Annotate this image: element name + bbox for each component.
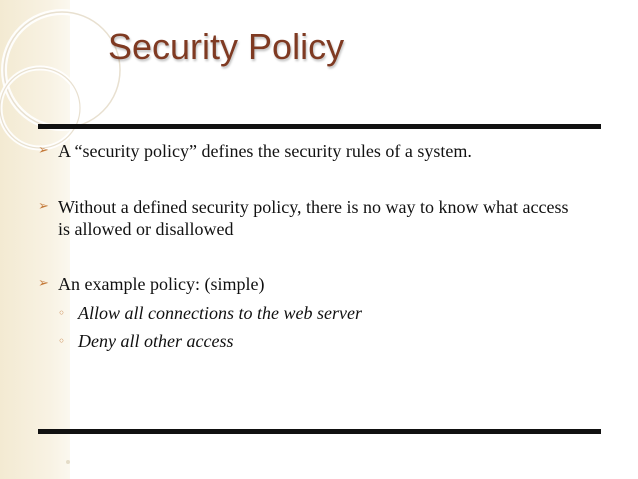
bullet-text: A “security policy” defines the security rules of a system.	[58, 141, 472, 161]
bottom-divider	[38, 429, 601, 434]
bullet-text: Without a defined security policy, there is no way to know what access is allowed or disallowed	[58, 197, 569, 239]
bullet-text: An example policy: (simple)	[58, 274, 265, 294]
arrow-bullet-icon: ➢	[38, 143, 49, 158]
circle-bullet-icon: ◦	[58, 334, 66, 348]
sub-bullet-text: Deny all other access	[78, 331, 234, 351]
slide-title: Security Policy	[108, 26, 345, 67]
sub-bullet-text: Allow all connections to the web server	[78, 303, 362, 323]
circle-bullet-icon: ◦	[58, 306, 66, 320]
top-divider	[38, 124, 601, 129]
arrow-bullet-icon: ➢	[38, 276, 49, 291]
arrow-bullet-icon: ➢	[38, 199, 49, 214]
